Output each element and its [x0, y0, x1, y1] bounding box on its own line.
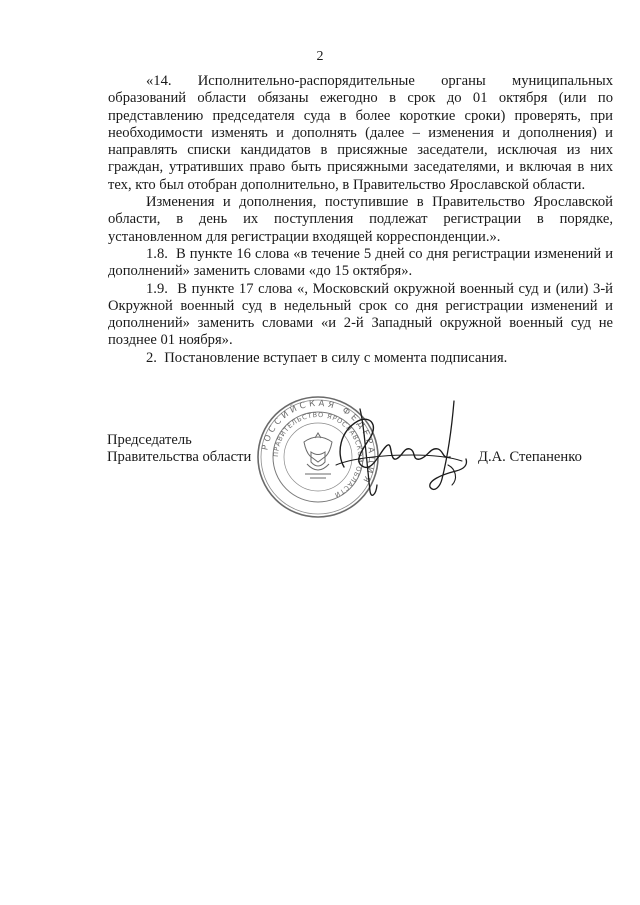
position-line-1: Председатель [107, 432, 192, 448]
position-line-2: Правительства области [107, 449, 252, 466]
signer-name: Д.А. Степаненко [478, 449, 582, 465]
coat-of-arms-icon [304, 433, 332, 478]
signatory-position [107, 432, 251, 467]
paragraph-item-2: 2. Постановление вступает в силу с момента подписания. [146, 349, 508, 366]
handwritten-signature [330, 395, 480, 505]
paragraph-changes-registration: Изменения и дополнения, поступившие в Правительство Ярославской области, в день их поступления подлежат регистрации в порядке, установленном для регистрации входящей корреспонденции.». [108, 194, 613, 245]
paragraph-item-14: «14. Исполнительно-распорядительные органы муниципальных образований области обязаны ежегодно в срок до 01 октября (или по представлению председателя суда в более короткие сроки) проверять, при необходимости изменять и дополнять (далее – изменения и дополнения) и направлять списки кандидатов в присяжные заседатели, исключая из них граждан, утративших право быть присяжными заседателями, и включая в них тех, кто был отобран дополнительно, в Правительство Ярославской области. [108, 73, 613, 193]
document-body [108, 73, 613, 367]
svg-text:РОССИЙСКАЯ ФЕДЕРАЦИЯ: РОССИЙСКАЯ ФЕДЕРАЦИЯ [260, 398, 377, 487]
page-number: 2 [316, 49, 324, 64]
svg-text:ПРАВИТЕЛЬСТВО ЯРОСЛАВСКОЙ ОБЛА: ПРАВИТЕЛЬСТВО ЯРОСЛАВСКОЙ ОБЛАСТИ [271, 410, 365, 500]
paragraph-item-1-9: 1.9. В пункте 17 слова «, Московский окружной военный суд и (или) 3-й Окружной военный суд в недельный срок со дня регистрации изменений и дополнений» заменить словами «и 2-й Западный окружной военный суд не позднее 01 ноября». [108, 280, 613, 349]
paragraph-item-1-8: 1.8. В пункте 16 слова «в течение 5 дней со дня регистрации изменений и дополнений» заменить словами «до 15 октября». [108, 245, 613, 280]
